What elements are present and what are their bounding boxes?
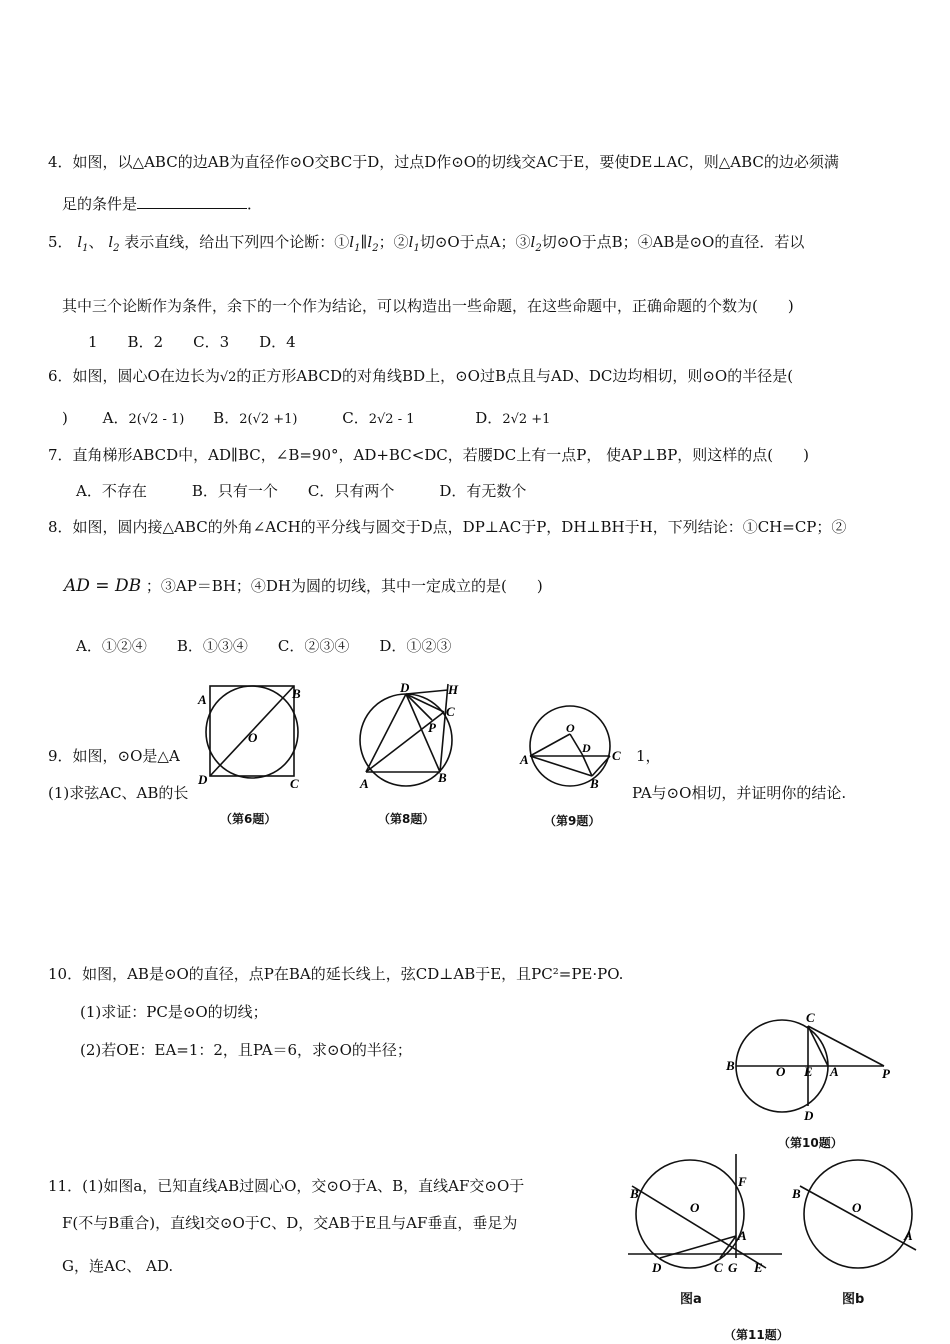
q8-line2-text: ；③AP＝BH；④DH为圆的切线，其中一定成立的是( ) <box>145 577 543 595</box>
sqrt-two: √2 <box>219 370 237 385</box>
q5-line2: 其中三个论断作为条件，余下的一个作为结论，可以构造出一些命题，在这些命题中，正确命题的个数为( ) <box>62 297 794 315</box>
fig8-label-b: B <box>438 770 447 785</box>
q11-line1: 11．(1)如图a，已知直线AB过圆心O，交⊙O于A、B，直线AF交⊙O于 <box>48 1177 525 1195</box>
l1-ref-2: $l_1$ <box>408 233 420 254</box>
figure-11b <box>791 1160 916 1268</box>
fig8-caption: （第8题） <box>378 812 435 826</box>
fig9-label-b: B <box>590 776 599 791</box>
q5-number: 5． <box>48 233 73 251</box>
q8-line1: 8．如图，圆内接△ABC的外角∠ACH的平分线与圆交于D点，DP⊥AC于P，DH⊥BH于H，下列结论：①CH=CP；② <box>48 518 847 536</box>
fig8-label-p: P <box>428 720 436 735</box>
fig11a-label: 图a <box>680 1292 702 1307</box>
q6-option-c: 2√2 - 1 <box>368 412 415 427</box>
fig11a-label-d: D <box>652 1260 662 1275</box>
fig9-label-c: C <box>612 748 621 763</box>
answer-blank <box>137 194 247 209</box>
q4-line2 <box>62 194 262 214</box>
figure-strip <box>192 676 621 828</box>
q6-options <box>62 408 550 430</box>
fig8-label-c: C <box>446 704 455 719</box>
fig8-label-a: A <box>360 776 369 791</box>
q11-line3: G，连AC、 AD. <box>62 1257 174 1275</box>
figures-6-8-9 <box>192 676 621 826</box>
fig10-label-p: P <box>882 1066 890 1081</box>
figure-10 <box>722 1010 898 1130</box>
line-l2: $l_2$ <box>108 233 120 254</box>
fig9-label-o: O <box>566 721 575 735</box>
l2-ref-2: $l_2$ <box>530 233 542 254</box>
fig6-caption: （第6题） <box>220 812 277 826</box>
fig8-label-d: D <box>400 680 410 695</box>
arc-equality-formula: AD = DB <box>64 576 142 596</box>
q6-option-d: 2√2 +1 <box>502 412 551 427</box>
q9-line1-end: 1， <box>636 747 661 765</box>
q6-option-b: 2(√2 +1) <box>239 412 298 427</box>
q6-option-a: 2(√2 - 1) <box>128 412 185 427</box>
fig11a-label-c: C <box>714 1260 723 1275</box>
fig11a-label-e: E <box>754 1260 763 1275</box>
fig11-caption: （第11题） <box>724 1328 789 1342</box>
fig10-label-b: B <box>726 1058 735 1073</box>
q9-line2: (1)求弦AC、AB的长 <box>48 784 189 802</box>
fig11a-label-o: O <box>690 1200 700 1215</box>
fig9-label-a: A <box>520 752 529 767</box>
figure-8 <box>359 680 459 791</box>
fig11b-label: 图b <box>842 1292 865 1307</box>
fig6-label-a: A <box>198 692 207 707</box>
figure-10-wrap <box>722 1010 898 1150</box>
fig6-label-c: C <box>290 776 299 791</box>
q10-part1: (1)求证：PC是⊙O的切线； <box>80 1003 268 1021</box>
fig8-label-h: H <box>448 682 459 697</box>
fig10-label-e: E <box>804 1064 813 1079</box>
q6-line1 <box>48 366 793 388</box>
q5-text-a: 表示直线，给出下列四个论断：① <box>124 233 350 251</box>
q7-options: A．不存在 B．只有一个 C．只有两个 D．有无数个 <box>76 482 527 500</box>
q4-line2-text: 足的条件是 <box>62 195 138 213</box>
fig10-label-d: D <box>804 1108 814 1123</box>
q6-close-paren: ) <box>62 409 68 427</box>
q4-line2-end: ． <box>247 195 263 213</box>
q8-line2 <box>64 576 543 596</box>
fig10-label-o: O <box>776 1064 786 1079</box>
fig11a-label-a: A <box>738 1228 747 1243</box>
q6-option-b-label: B． <box>213 409 240 427</box>
fig11b-label-o: O <box>852 1200 862 1215</box>
fig10-caption: （第10题） <box>778 1136 843 1150</box>
q6-option-a-label: A． <box>102 409 129 427</box>
fig9-caption: （第9题） <box>544 814 601 828</box>
fig6-label-o: O <box>248 730 258 745</box>
fig6-label-d: D <box>198 772 208 787</box>
q5-sep: 、 <box>88 233 104 251</box>
q6-text-b: 的正方形ABCD的对角线BD上，⊙O过B点且与AD、DC边均相切，则⊙O的半径是( <box>236 367 794 385</box>
fig11b-label-b: B <box>792 1186 801 1201</box>
figure-9 <box>519 706 621 791</box>
q5-text-d: 切⊙O于点B；④AB是⊙O的直径．若以 <box>541 233 805 251</box>
fig10-label-a: A <box>830 1064 839 1079</box>
fig11a-label-b: B <box>630 1186 639 1201</box>
q10-part2: (2)若OE：EA=1：2，且PA＝6，求⊙O的半径； <box>80 1041 412 1059</box>
parallel-symbol: ∥ <box>360 233 368 251</box>
line-l1: $l_1$ <box>77 233 89 254</box>
figure-6 <box>197 686 301 791</box>
figure-11a <box>628 1154 782 1275</box>
q7-line1: 7．直角梯形ABCD中，AD∥BC，∠B=90°，AD+BC<DC，若腰DC上有一点P， 使AP⊥BP，则这样的点( ) <box>48 446 809 464</box>
q6-text-a: 6．如图，圆心O在边长为 <box>48 367 220 385</box>
q4-line1: 4．如图，以△ABC的边AB为直径作⊙O交BC于D，过点D作⊙O的切线交AC于E，要使DE⊥AC，则△ABC的边必须满 <box>48 153 839 171</box>
q5-text-c: 切⊙O于点A；③ <box>419 233 531 251</box>
fig11a-label-g: G <box>728 1260 738 1275</box>
q6-option-d-label: D． <box>475 409 503 427</box>
q6-option-c-label: C． <box>342 409 369 427</box>
fig6-label-b: B <box>292 686 301 701</box>
q8-options: A．①②④ B．①③④ C．②③④ D．①②③ <box>76 637 452 655</box>
figure-11-wrap <box>624 1150 924 1342</box>
fig9-label-d: D <box>582 741 591 755</box>
q5-options: 1 B．2 C．3 D．4 <box>88 333 296 351</box>
fig11a-label-f: F <box>738 1174 747 1189</box>
q9-line1: 9．如图，⊙O是△A <box>48 747 180 765</box>
l1-ref: $l_1$ <box>349 233 361 254</box>
q10-line1: 10．如图，AB是⊙O的直径，点P在BA的延长线上，弦CD⊥AB于E，且PC²=PE·PO. <box>48 965 624 983</box>
q9-line2-end: PA与⊙O相切，并证明你的结论. <box>632 784 847 802</box>
fig10-label-c: C <box>806 1010 815 1025</box>
q5-line1 <box>48 232 804 259</box>
q11-line2: F(不与B重合)，直线l交⊙O于C、D，交AB于E且与AF垂直，垂足为 <box>62 1214 518 1232</box>
q5-text-b: ；② <box>378 233 409 251</box>
figure-11 <box>624 1150 924 1280</box>
fig11b-label-a: A <box>904 1228 913 1243</box>
l2-ref: $l_2$ <box>367 233 379 254</box>
